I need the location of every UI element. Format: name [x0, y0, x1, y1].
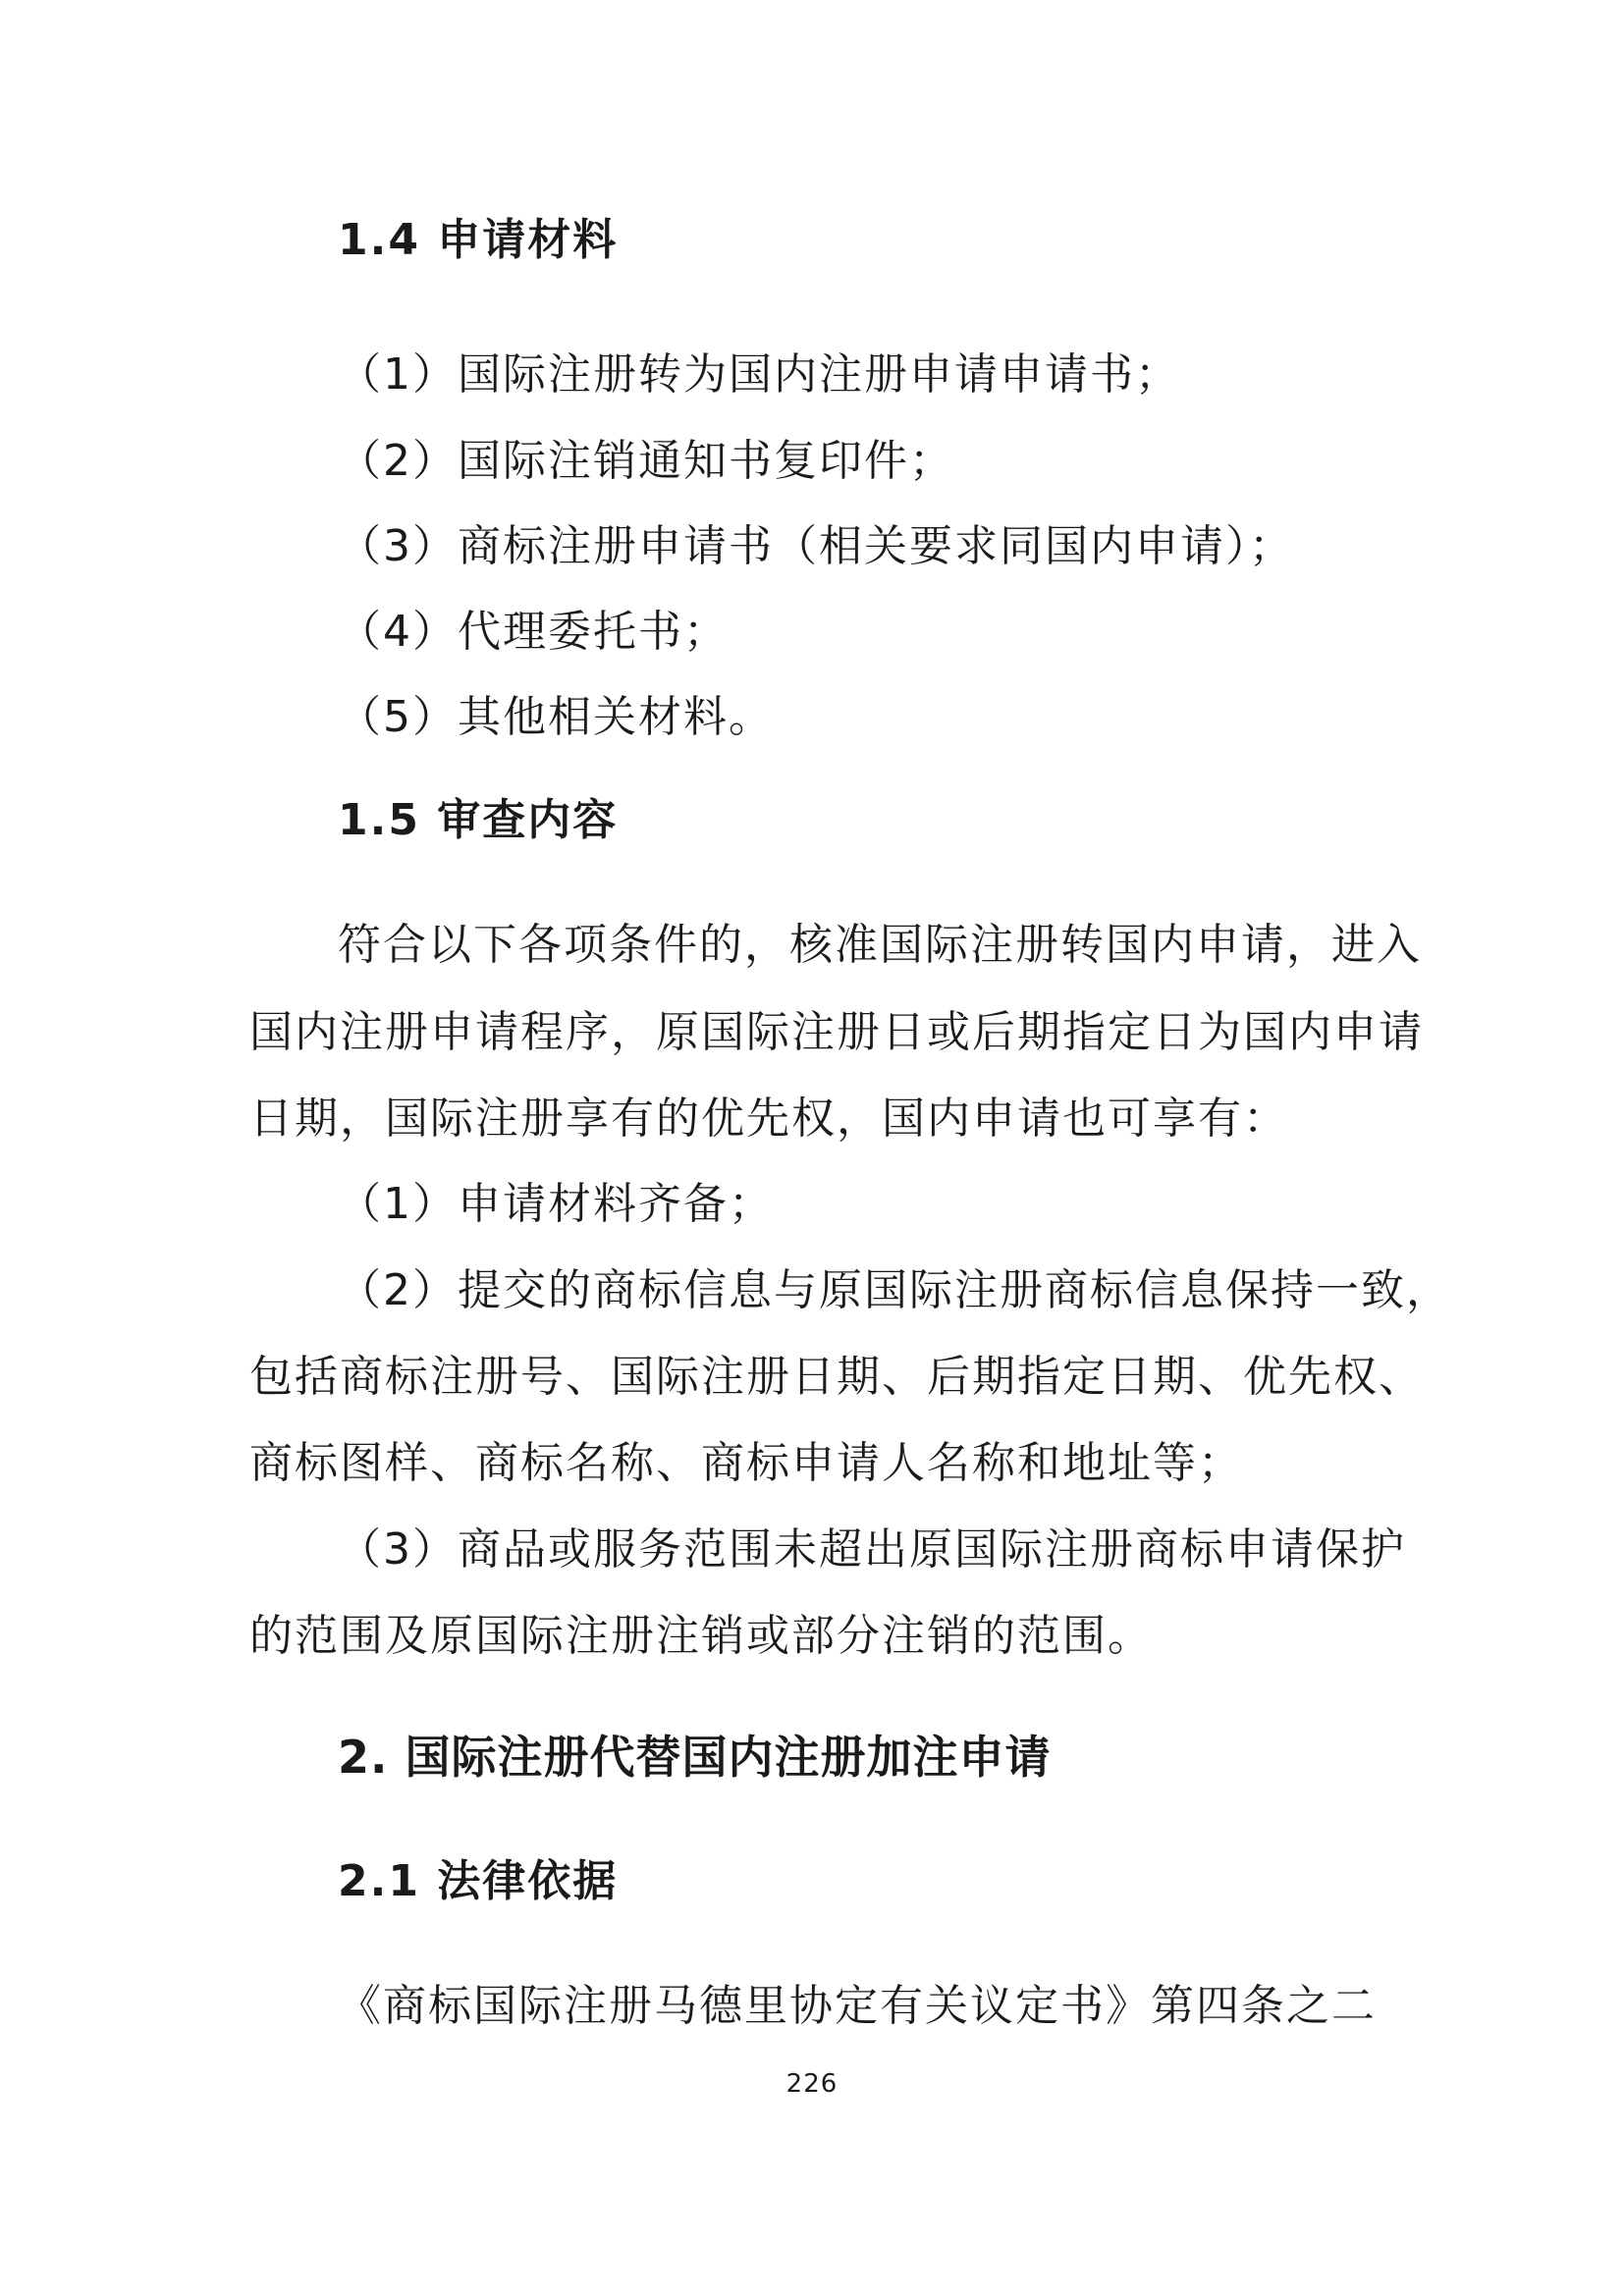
page-number: 226 [785, 2069, 839, 2099]
heading-2: 2. 国际注册代替国内注册加注申请 [338, 1731, 1052, 1784]
paragraph-line: 包括商标注册号、国际注册日期、后期指定日期、优先权、 [249, 1352, 1424, 1402]
heading-1-5: 1.5 审查内容 [338, 795, 619, 845]
heading-2-1: 2.1 法律依据 [338, 1856, 619, 1906]
paragraph-line: 商标图样、商标名称、商标申请人名称和地址等； [249, 1438, 1243, 1488]
paragraph-line: （2）提交的商标信息与原国际注册商标信息保持一致， [338, 1265, 1451, 1315]
condition-item: （1）申请材料齐备； [338, 1179, 774, 1229]
paragraph-line: （3）商品或服务范围未超出原国际注册商标申请保护 [338, 1524, 1406, 1575]
list-item: （3）商标注册申请书（相关要求同国内申请）； [338, 521, 1294, 571]
list-item: （5）其他相关材料。 [338, 692, 774, 742]
list-item: （4）代理委托书； [338, 607, 729, 657]
paragraph-line: 的范围及原国际注册注销或部分注销的范围。 [249, 1611, 1153, 1661]
paragraph-line: 符合以下各项条件的，核准国际注册转国内申请，进入 [338, 920, 1422, 970]
heading-1-4: 1.4 申请材料 [338, 215, 619, 265]
list-item: （1）国际注册转为国内注册申请申请书； [338, 349, 1180, 400]
list-item: （2）国际注销通知书复印件； [338, 436, 954, 486]
paragraph-line: 《商标国际注册马德里协定有关议定书》第四条之二 [338, 1981, 1377, 2031]
paragraph-line: 国内注册申请程序，原国际注册日或后期指定日为国内申请 [249, 1007, 1424, 1057]
paragraph-line: 日期，国际注册享有的优先权，国内申请也可享有： [249, 1094, 1288, 1144]
